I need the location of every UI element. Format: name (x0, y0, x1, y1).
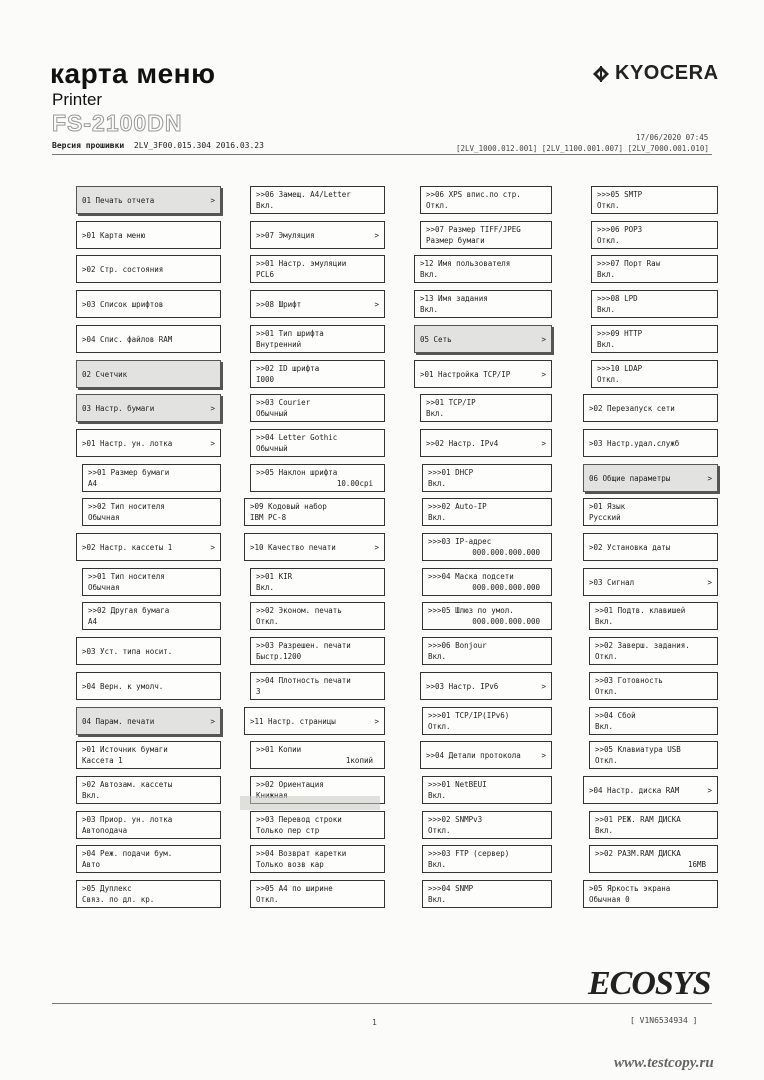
menu-item-label: >10 Качество печати (250, 543, 336, 552)
menu-item (589, 637, 718, 665)
menu-item-value: 000.000.000.000 (472, 617, 540, 626)
menu-item-label: >04 Верн. к умолч. (82, 682, 164, 691)
menu-item-label: >02 Настр. кассеты 1 (82, 543, 173, 552)
menu-item (591, 186, 718, 214)
menu-item-value: Обычная 0 (589, 895, 630, 904)
menu-item-label: >>>02 Auto-IP (428, 502, 487, 511)
menu-item-label: >>03 Разрешен. печати (256, 641, 351, 650)
menu-item-label: >>02 Ориентация (256, 780, 324, 789)
menu-item-value: Вкл. (597, 305, 616, 314)
menu-item-value: Откл. (428, 826, 451, 835)
menu-item-value: I000 (256, 375, 275, 384)
menu-item-label: >>01 Подтв. клавишей (595, 606, 686, 615)
menu-item (250, 845, 385, 873)
menu-item (414, 325, 552, 353)
menu-item-label: >03 Приор. ун. лотка (82, 815, 173, 824)
page-title: карта меню (50, 58, 216, 89)
page-subtitle: Printer (52, 90, 103, 109)
firmware-value: 2LV_3F00.015.304 2016.03.23 (133, 141, 264, 150)
menu-item-label: >04 Настр. диска RAM (589, 786, 680, 795)
menu-item-value: Только пер стр (256, 826, 320, 835)
menu-item-label: >>>04 SNMP (428, 884, 474, 893)
menu-item-label: >>>05 SMTP (597, 190, 643, 199)
menu-item-value: Обычная (88, 513, 120, 522)
menu-item-value: Внутренний (256, 340, 302, 349)
submenu-arrow-icon: > (210, 404, 215, 413)
submenu-arrow-icon: > (707, 578, 712, 587)
menu-item (422, 602, 552, 630)
menu-item-value: Вкл. (426, 409, 445, 418)
menu-item-label: >>>01 NetBEUI (428, 780, 487, 789)
menu-item-label: >>>09 HTTP (597, 329, 643, 338)
menu-item (591, 360, 718, 388)
menu-item-value: Вкл. (597, 340, 616, 349)
menu-item-label: >05 Дуплекс (82, 884, 132, 893)
menu-item-value: Вкл. (420, 270, 439, 279)
submenu-arrow-icon: > (707, 786, 712, 795)
menu-item-label: >02 Установка даты (589, 543, 671, 552)
menu-item (76, 880, 221, 908)
menu-item (583, 568, 718, 596)
menu-item (591, 221, 718, 249)
model-name: FS-2100DN (52, 110, 183, 136)
menu-item-label: 01 Печать отчета (82, 196, 155, 205)
ecosys-logo (588, 965, 711, 1003)
menu-item (76, 672, 221, 700)
menu-item-label: >>07 Размер TIFF/JPEG (426, 225, 521, 234)
menu-item-label: >>06 Замещ. A4/Letter (256, 190, 351, 199)
menu-item-value: A4 (88, 617, 98, 626)
menu-item-label: >>03 Перевод строки (256, 815, 342, 824)
menu-item (583, 498, 718, 526)
menu-item-label: 04 Парам. печати (82, 717, 155, 726)
menu-item (420, 186, 552, 214)
menu-item-value: 1копий (345, 756, 373, 765)
menu-item (250, 221, 385, 249)
menu-item-value: Вкл. (428, 652, 447, 661)
menu-item-label: >01 Настройка TCP/IP (420, 370, 511, 379)
menu-item-label: >13 Имя задания (420, 294, 488, 303)
menu-item (422, 637, 552, 665)
menu-item-value: Обычная (88, 583, 120, 592)
menu-item-label: >>02 Тип носителя (88, 502, 165, 511)
menu-item-value: Вкл. (420, 305, 439, 314)
submenu-arrow-icon: > (374, 231, 379, 240)
menu-item-label: >04 Реж. подачи бум. (82, 849, 173, 858)
menu-item (583, 880, 718, 908)
submenu-arrow-icon: > (210, 196, 215, 205)
menu-item-label: 02 Счетчик (82, 370, 128, 379)
menu-item-label: >>06 XPS впис.по стр. (426, 190, 521, 199)
menu-item-label: >>>07 Порт Raw (597, 259, 661, 268)
menu-item (76, 360, 221, 388)
watermark: www.testcopy.ru (614, 1055, 714, 1071)
menu-item (250, 255, 385, 283)
menu-item (250, 186, 385, 214)
menu-item-label: >>>05 Шлюз по умол. (428, 606, 514, 615)
menu-item (583, 394, 718, 422)
menu-item-value: Только возв кар (256, 860, 324, 869)
menu-item-label: >>05 A4 по ширине (256, 884, 333, 893)
menu-item (420, 221, 552, 249)
menu-item-label: >>04 Плотность печати (256, 676, 351, 685)
menu-item (589, 845, 718, 873)
menu-item-value: Откл. (597, 236, 620, 245)
menu-item-label: >02 Стр. состояния (82, 265, 164, 274)
menu-item (250, 880, 385, 908)
menu-item (76, 325, 221, 353)
menu-item-label: >>02 Эконом. печать (256, 606, 342, 615)
menu-item (76, 255, 221, 283)
menu-item-value: Вкл. (256, 201, 275, 210)
menu-item (76, 394, 221, 422)
menu-item (422, 880, 552, 908)
menu-item-label: >>>10 LDAP (597, 364, 643, 373)
menu-item-label: >>01 РЕЖ. RAM ДИСКА (595, 815, 681, 824)
menu-item (76, 776, 221, 804)
menu-item-label: >02 Автозам. кассеты (82, 780, 173, 789)
menu-item-value: Откл. (256, 895, 279, 904)
menu-item (250, 290, 385, 318)
menu-item-label: >>03 Courier (256, 398, 311, 407)
menu-item-value: Автоподача (82, 826, 128, 835)
menu-item (76, 186, 221, 214)
menu-item-label: >>>08 LPD (597, 294, 638, 303)
menu-item-label: >01 Язык (589, 502, 626, 511)
menu-item-label: >>>03 IP-адрес (428, 537, 492, 546)
footer-rule (52, 1003, 712, 1004)
version-codes: [2LV_1000.012.001] [2LV_1100.001.007] [2LV_7000.001.010] (456, 144, 709, 153)
menu-item (591, 290, 718, 318)
menu-item (82, 498, 221, 526)
menu-item-label: >>01 KIR (256, 572, 293, 581)
menu-item (250, 568, 385, 596)
menu-item-value: Быстр.1200 (256, 652, 302, 661)
menu-item-value: Вкл. (82, 791, 101, 800)
menu-item-label: >03 Уст. типа носит. (82, 647, 173, 656)
menu-item-value: PCL6 (256, 270, 275, 279)
menu-item-value: Вкл. (595, 826, 614, 835)
submenu-arrow-icon: > (541, 682, 546, 691)
menu-item-label: >12 Имя пользователя (420, 259, 511, 268)
menu-item-label: >03 Список шрифтов (82, 300, 164, 309)
menu-item (244, 707, 385, 735)
menu-item-label: >>03 Настр. IPv6 (426, 682, 499, 691)
print-datetime: 17/06/2020 07:45 (636, 133, 709, 142)
menu-item-value: 16MB (687, 860, 706, 869)
menu-item (76, 429, 221, 457)
menu-item (76, 533, 221, 561)
menu-item-label: >>01 Тип шрифта (256, 329, 324, 338)
menu-item-value: Вкл. (428, 479, 447, 488)
menu-item-label: >>>06 Bonjour (428, 641, 487, 650)
menu-item-label: >>07 Эмуляция (256, 231, 315, 240)
submenu-arrow-icon: > (707, 474, 712, 483)
menu-item-label: 05 Сеть (420, 335, 452, 344)
submenu-arrow-icon: > (210, 717, 215, 726)
menu-item (250, 672, 385, 700)
submenu-arrow-icon: > (210, 543, 215, 552)
menu-item (422, 498, 552, 526)
menu-item-label: >>05 Клавиатура USB (595, 745, 681, 754)
menu-item (250, 741, 385, 769)
menu-item-label: 03 Настр. бумаги (82, 404, 155, 413)
menu-item-value: Вкл. (597, 270, 616, 279)
menu-item (420, 394, 552, 422)
menu-item (422, 568, 552, 596)
menu-item-value: Откл. (595, 756, 618, 765)
menu-item-value: Откл. (595, 652, 618, 661)
kyocera-mark-icon (593, 66, 609, 82)
menu-item-value: Кассета 1 (82, 756, 123, 765)
menu-item-value: Размер бумаги (426, 236, 485, 245)
menu-item-label: >>02 ID шрифта (256, 364, 320, 373)
menu-item (76, 290, 221, 318)
menu-item-label: >>01 Настр. эмуляции (256, 259, 347, 268)
firmware-line (52, 141, 264, 150)
menu-item-label: >>02 Другая бумага (88, 606, 170, 615)
menu-item-value: 000.000.000.000 (472, 548, 540, 557)
menu-item-value: Откл. (597, 201, 620, 210)
menu-item-value: Откл. (426, 201, 449, 210)
menu-item-label: >05 Яркость экрана (589, 884, 671, 893)
menu-item-value: Откл. (595, 687, 618, 696)
menu-item (76, 707, 221, 735)
header-rule (52, 154, 712, 155)
menu-item (250, 811, 385, 839)
menu-item-label: >>>06 POP3 (597, 225, 643, 234)
menu-item (589, 602, 718, 630)
menu-item (250, 325, 385, 353)
menu-item-label: 06 Общие параметры (589, 474, 671, 483)
menu-item-value: Вкл. (428, 513, 447, 522)
menu-item (76, 221, 221, 249)
menu-item (583, 776, 718, 804)
menu-item-label: >01 Карта меню (82, 231, 146, 240)
menu-item (244, 533, 385, 561)
menu-item-value: Обычный (256, 409, 288, 418)
menu-item-value: Русский (589, 513, 621, 522)
brand-text: KYOCERA (615, 62, 719, 84)
menu-item (591, 325, 718, 353)
menu-item (420, 672, 552, 700)
menu-item (76, 845, 221, 873)
submenu-arrow-icon: > (374, 543, 379, 552)
menu-item-label: >>01 Копии (256, 745, 302, 754)
scan-stain (240, 796, 380, 810)
submenu-arrow-icon: > (541, 335, 546, 344)
menu-item (82, 464, 221, 492)
menu-item-label: >>04 Сбой (595, 711, 636, 720)
menu-item (589, 741, 718, 769)
menu-item-label: >>01 Тип носителя (88, 572, 165, 581)
menu-item (414, 360, 552, 388)
submenu-arrow-icon: > (374, 717, 379, 726)
menu-item (422, 533, 552, 561)
menu-item-label: >01 Настр. ун. лотка (82, 439, 173, 448)
menu-item-label: >>02 Заверш. задания. (595, 641, 690, 650)
menu-item (583, 464, 718, 492)
menu-item-value: Откл. (256, 617, 279, 626)
submenu-arrow-icon: > (541, 370, 546, 379)
menu-item-label: >>02 РАЗМ.RAM ДИСКА (595, 849, 681, 858)
menu-item (250, 394, 385, 422)
menu-item-value: Связ. по дл. кр. (82, 895, 155, 904)
menu-item-label: >>01 TCP/IP (426, 398, 476, 407)
menu-item-label: >>08 Шрифт (256, 300, 302, 309)
menu-item (583, 533, 718, 561)
submenu-arrow-icon: > (541, 439, 546, 448)
menu-item-label: >>03 Готовность (595, 676, 663, 685)
menu-item-label: >09 Кодовый набор (250, 502, 327, 511)
menu-item-label: >>04 Возврат каретки (256, 849, 347, 858)
menu-item-label: >>>01 DHCP (428, 468, 474, 477)
menu-item-label: >03 Сигнал (589, 578, 635, 587)
document-code: [ V1N6534934 ] (630, 1016, 698, 1025)
menu-item-value: Вкл. (428, 791, 447, 800)
menu-item-label: >11 Настр. страницы (250, 717, 336, 726)
menu-item (422, 776, 552, 804)
menu-item (250, 429, 385, 457)
menu-item (82, 602, 221, 630)
menu-item (422, 811, 552, 839)
menu-item-label: >03 Настр.удал.служб (589, 439, 680, 448)
menu-item-label: >>>01 TCP/IP(IPv6) (428, 711, 510, 720)
menu-item-label: >02 Перезапуск сети (589, 404, 675, 413)
menu-item (589, 672, 718, 700)
menu-item-value: IBM PC-8 (250, 513, 287, 522)
menu-item (583, 429, 718, 457)
menu-item-value: Вкл. (428, 860, 447, 869)
menu-item-label: >01 Источник бумаги (82, 745, 168, 754)
menu-item-label: >>04 Детали протокола (426, 751, 521, 760)
menu-item-value: A4 (88, 479, 98, 488)
menu-item-label: >>>03 FTP (сервер) (428, 849, 510, 858)
submenu-arrow-icon: > (374, 300, 379, 309)
menu-item (76, 637, 221, 665)
menu-item-value: Откл. (428, 722, 451, 731)
kyocera-logo (593, 62, 719, 85)
menu-item-label: >>01 Размер бумаги (88, 468, 170, 477)
menu-item-label: >>04 Letter Gothic (256, 433, 338, 442)
menu-item-value: 000.000.000.000 (472, 583, 540, 592)
menu-item (422, 707, 552, 735)
menu-item-value: Авто (82, 860, 101, 869)
menu-item (414, 255, 552, 283)
menu-item (589, 707, 718, 735)
menu-item (76, 811, 221, 839)
menu-item-value: Вкл. (256, 583, 275, 592)
page-number: 1 (372, 1018, 377, 1027)
menu-item-value: Обычный (256, 444, 288, 453)
firmware-label: Версия прошивки (52, 141, 125, 150)
ecosys-logo-text: ECOSYS (588, 965, 711, 1002)
menu-item-value: Вкл. (595, 722, 614, 731)
menu-item (244, 498, 385, 526)
menu-item (422, 845, 552, 873)
menu-item (250, 637, 385, 665)
menu-item-value: 10.00cpi (336, 479, 373, 488)
menu-item-label: >>>04 Маска подсети (428, 572, 514, 581)
menu-item (420, 429, 552, 457)
menu-item (250, 360, 385, 388)
menu-item-value: Вкл. (428, 895, 447, 904)
menu-item (82, 568, 221, 596)
menu-item-value: Вкл. (595, 617, 614, 626)
menu-item (589, 811, 718, 839)
menu-item (420, 741, 552, 769)
menu-item (591, 255, 718, 283)
menu-item-label: >>02 Настр. IPv4 (426, 439, 499, 448)
menu-item-value: Откл. (597, 375, 620, 384)
menu-item-label: >>>02 SNMPv3 (428, 815, 483, 824)
menu-item (422, 464, 552, 492)
submenu-arrow-icon: > (541, 751, 546, 760)
menu-item-value: 3 (256, 687, 261, 696)
submenu-arrow-icon: > (210, 439, 215, 448)
menu-item (76, 741, 221, 769)
menu-item (250, 602, 385, 630)
menu-item (250, 464, 385, 492)
menu-item (414, 290, 552, 318)
menu-item-label: >>05 Наклон шрифта (256, 468, 338, 477)
menu-item-label: >04 Спис. файлов RAM (82, 335, 173, 344)
